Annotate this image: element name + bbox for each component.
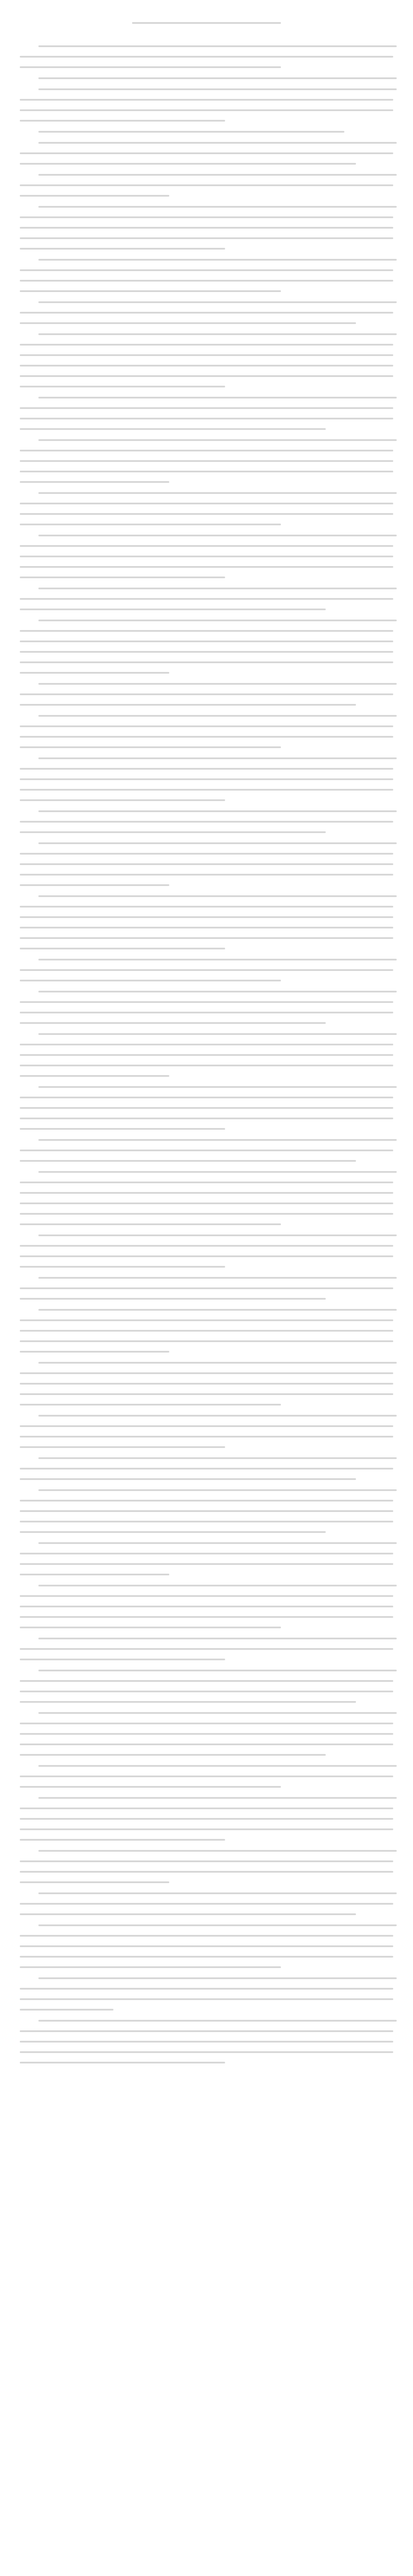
text-line (38, 1924, 397, 1926)
text-line (20, 831, 326, 833)
text-line (38, 1457, 397, 1459)
text-line (20, 1097, 393, 1098)
text-line (20, 1521, 393, 1522)
text-line (20, 1107, 393, 1109)
paragraph (20, 206, 393, 250)
text-line (20, 354, 393, 356)
text-line (20, 884, 169, 886)
text-line (38, 715, 397, 717)
text-line (20, 1966, 281, 1968)
text-line (38, 1234, 397, 1236)
paragraph (20, 1489, 393, 1533)
text-line (20, 184, 393, 186)
text-line (38, 842, 397, 844)
text-line (38, 1309, 397, 1311)
paragraph (20, 492, 393, 525)
text-line (20, 948, 225, 949)
text-line (20, 577, 225, 578)
text-line (20, 1881, 169, 1883)
paragraph (20, 1977, 393, 2011)
paragraph (20, 1712, 393, 1756)
paragraph (20, 131, 393, 133)
text-line (20, 1776, 393, 1777)
text-line (20, 1383, 393, 1385)
text-line (38, 2020, 397, 2022)
text-line (20, 1287, 393, 1289)
text-line (20, 269, 393, 271)
text-line (20, 609, 326, 610)
text-line (20, 344, 393, 346)
text-line (20, 1563, 393, 1565)
text-line (20, 1691, 393, 1692)
text-line (20, 109, 393, 111)
text-line (20, 312, 393, 314)
text-line (38, 1489, 397, 1491)
text-line (38, 535, 397, 536)
paragraph (20, 1585, 393, 1628)
text-line (38, 1277, 397, 1279)
paragraph (20, 1033, 393, 1077)
text-line (20, 789, 393, 791)
text-line (20, 2062, 225, 2063)
text-line (20, 365, 393, 367)
text-line (20, 1001, 393, 1003)
text-line (20, 1606, 393, 1607)
text-line (20, 916, 393, 918)
text-line (38, 959, 397, 960)
text-line (38, 683, 397, 685)
paragraph (20, 620, 393, 674)
text-line (20, 1903, 393, 1905)
paragraph (20, 1171, 393, 1225)
text-line (38, 206, 397, 208)
text-line (20, 418, 393, 419)
text-line (38, 439, 397, 441)
text-line (20, 1351, 169, 1353)
text-line (38, 1638, 397, 1639)
text-line (20, 386, 225, 387)
text-line (20, 195, 169, 197)
text-line (20, 661, 393, 663)
text-line (20, 1223, 281, 1225)
text-line (38, 1415, 397, 1417)
text-line (38, 1139, 397, 1141)
text-line (20, 1531, 326, 1533)
text-line (20, 937, 393, 939)
text-line (38, 1670, 397, 1671)
text-line (38, 810, 397, 812)
text-line (20, 1956, 393, 1958)
text-line (20, 2009, 113, 2011)
text-line (38, 1977, 397, 1979)
text-line (20, 704, 356, 706)
paragraph (20, 1362, 393, 1406)
text-line (38, 1797, 397, 1799)
text-line (20, 66, 281, 68)
text-line (20, 471, 393, 472)
paragraph (20, 959, 393, 981)
text-line (20, 248, 225, 250)
text-line (20, 1808, 393, 1809)
text-line (20, 450, 393, 451)
paragraph (20, 88, 393, 122)
text-line (20, 2030, 393, 2032)
text-line (20, 216, 393, 218)
paragraph (20, 1892, 393, 1915)
text-line (20, 1404, 281, 1406)
text-line (20, 1818, 393, 1820)
text-line (38, 991, 397, 992)
text-line (20, 1648, 393, 1650)
text-line (20, 1298, 326, 1300)
text-line (38, 588, 397, 589)
text-line (20, 778, 393, 780)
text-line (20, 1913, 356, 1915)
text-line (38, 757, 397, 759)
text-line (20, 799, 225, 801)
text-line (20, 1075, 169, 1077)
text-line (38, 1171, 397, 1173)
text-line (20, 1744, 393, 1745)
text-line (20, 1754, 326, 1756)
text-line (20, 1723, 393, 1724)
text-line (20, 513, 393, 515)
text-line (20, 1160, 356, 1162)
paragraph (20, 1309, 393, 1353)
text-line (20, 853, 393, 855)
paragraph (20, 810, 393, 833)
text-line (38, 492, 397, 494)
text-line (20, 460, 393, 462)
paragraph (20, 1638, 393, 1660)
paragraph (20, 895, 393, 949)
text-line (20, 1128, 225, 1130)
text-line (20, 1202, 393, 1204)
text-line (20, 290, 281, 292)
text-line (38, 1362, 397, 1364)
text-line (20, 322, 356, 324)
paragraph (20, 1850, 393, 1883)
text-line (20, 1266, 225, 1268)
text-line (20, 280, 393, 282)
text-line (20, 1510, 393, 1512)
text-line (20, 1044, 393, 1045)
text-line (20, 1150, 393, 1151)
paragraph (20, 45, 393, 68)
text-line (20, 1319, 393, 1321)
paragraph (20, 715, 393, 748)
text-line (20, 120, 225, 122)
text-line (20, 524, 281, 525)
paragraph (20, 77, 393, 79)
text-line (20, 1988, 393, 1990)
paragraph (20, 1277, 393, 1300)
text-line (20, 1627, 281, 1628)
text-line (20, 99, 393, 101)
text-line (38, 301, 397, 303)
paragraph (20, 683, 393, 706)
text-line (20, 1255, 393, 1257)
text-line (20, 1860, 393, 1862)
text-line (20, 1468, 393, 1470)
paragraph (20, 174, 393, 197)
paragraph (20, 588, 393, 610)
paragraph (20, 301, 393, 324)
text-line (38, 397, 397, 399)
text-line (20, 906, 393, 908)
text-line (20, 1500, 393, 1502)
text-line (20, 1054, 393, 1056)
text-line (38, 1850, 397, 1852)
text-line (20, 1574, 169, 1575)
paragraph (20, 1415, 393, 1448)
paragraph (20, 1086, 393, 1130)
text-line (20, 1022, 326, 1024)
text-line (20, 1372, 393, 1374)
text-line (20, 1182, 393, 1183)
text-line (20, 1245, 393, 1247)
text-line (20, 598, 393, 600)
text-line (20, 152, 393, 154)
paragraph (20, 842, 393, 886)
text-line (20, 227, 393, 229)
text-line (20, 1553, 393, 1554)
text-line (38, 1542, 397, 1544)
text-line (20, 545, 393, 547)
text-line (20, 375, 393, 377)
paragraph (20, 1542, 393, 1575)
text-line (20, 630, 393, 632)
text-line (20, 1616, 393, 1618)
text-line (20, 725, 393, 727)
text-line (38, 1712, 397, 1714)
text-line (20, 1871, 393, 1873)
text-line (38, 333, 397, 335)
text-line (20, 1393, 393, 1395)
text-line (20, 2051, 393, 2053)
text-line (38, 259, 397, 261)
text-line (20, 407, 393, 409)
text-line (20, 1192, 393, 1194)
text-line (20, 481, 169, 483)
text-line (20, 1478, 356, 1480)
paragraph (20, 757, 393, 801)
chapter-heading (20, 22, 393, 35)
text-line (38, 1585, 397, 1586)
text-line (20, 1595, 393, 1597)
text-line (20, 1659, 225, 1660)
text-line (20, 863, 393, 865)
paragraph (20, 1797, 393, 1841)
text-line (20, 1828, 393, 1830)
text-line (20, 1436, 393, 1438)
text-line (38, 1765, 397, 1767)
paragraph (20, 1234, 393, 1268)
text-line (20, 1839, 225, 1841)
text-line (38, 174, 397, 176)
text-line (20, 969, 393, 971)
text-line (20, 1425, 393, 1427)
paragraph (20, 1139, 393, 1162)
text-line (20, 566, 393, 568)
text-line (20, 237, 393, 239)
text-line (20, 1065, 393, 1066)
text-line (20, 980, 281, 981)
text-line (38, 131, 344, 133)
paragraph (20, 1457, 393, 1480)
text-line (20, 1935, 393, 1937)
text-line (20, 821, 393, 823)
text-line (38, 77, 397, 79)
text-line (20, 651, 393, 653)
text-line (20, 1330, 393, 1332)
text-line (20, 428, 326, 430)
text-line (20, 1733, 393, 1735)
paragraph (20, 1924, 393, 1968)
text-line (20, 768, 393, 770)
paragraph (20, 1765, 393, 1788)
text-line (38, 1086, 397, 1088)
text-line (20, 1680, 393, 1682)
paragraph (20, 259, 393, 292)
text-line (20, 672, 169, 674)
text-line (20, 1118, 393, 1119)
text-line (20, 1340, 393, 1342)
text-line (20, 503, 393, 504)
text-line (38, 895, 397, 897)
text-line (20, 927, 393, 928)
paragraph (20, 439, 393, 483)
text-line (20, 163, 356, 165)
chapter-heading-line (132, 22, 282, 24)
text-line (38, 1033, 397, 1035)
text-line (20, 1786, 281, 1788)
paragraph (20, 397, 393, 430)
text-line (38, 1892, 397, 1894)
text-line (20, 1012, 393, 1013)
paragraph (20, 535, 393, 578)
text-line (20, 736, 393, 738)
text-line (20, 1446, 225, 1448)
text-line (20, 641, 393, 642)
text-line (20, 874, 393, 876)
text-line (20, 1945, 393, 1947)
text-line (20, 2041, 393, 2043)
text-line (20, 693, 393, 695)
text-line (20, 556, 393, 557)
text-line (20, 56, 393, 58)
paragraph (20, 2020, 393, 2063)
text-line (38, 142, 397, 144)
paragraph (20, 991, 393, 1024)
text-line (38, 45, 397, 47)
text-line (20, 746, 281, 748)
text-line (38, 88, 397, 90)
text-line (20, 1701, 356, 1703)
paragraph (20, 1670, 393, 1703)
text-line (20, 1998, 393, 2000)
paragraph (20, 142, 393, 165)
text-line (20, 1213, 393, 1215)
paragraph (20, 333, 393, 387)
text-line (38, 620, 397, 621)
